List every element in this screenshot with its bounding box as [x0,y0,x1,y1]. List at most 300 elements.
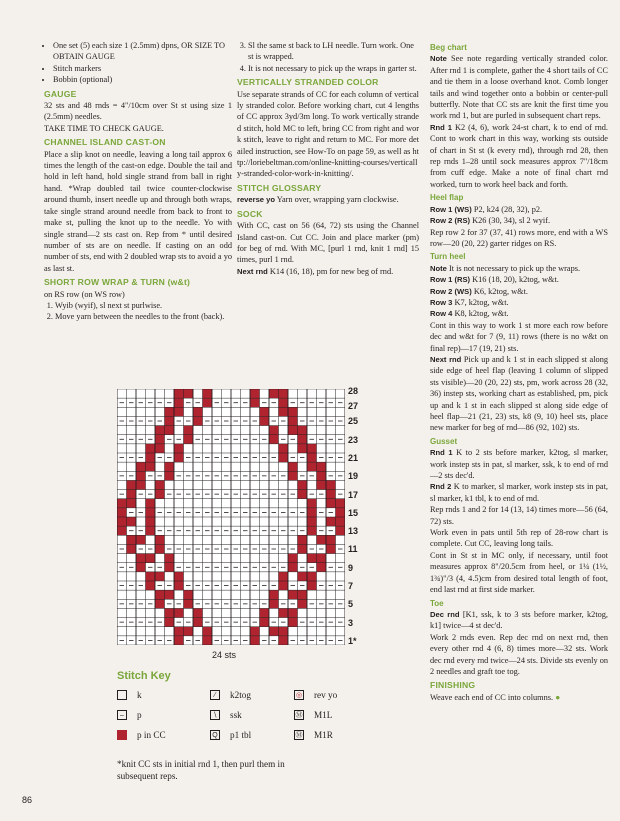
chart-cell [155,627,165,636]
chart-cell [203,517,213,526]
chart-cell [288,389,298,398]
list-item: 3. Sl the same st back to LH needle. Turn work. One st is wrapped. [248,40,419,63]
chart-cell [336,517,346,526]
chart-cell [136,462,146,471]
chart-cell [146,480,156,489]
turnheel-cont: Cont in this way to work 1 st more each row before dec and w&t for 7 (9, 11) rows (there is no w&t on final rep)—17 (19, 21) sts. [430,320,608,353]
chart-cell [184,462,194,471]
key-label: ssk [230,710,242,720]
chart-cell [212,480,222,489]
chart-cell [174,453,184,462]
chart-cell [155,590,165,599]
chart-cell [231,462,241,471]
chart-cell [117,426,127,435]
row-label: Row 1 (RS) [430,275,471,285]
chart-cell [260,462,270,471]
key-label: M1R [314,730,333,740]
chart-cell [117,517,127,526]
chart-cell [155,544,165,553]
chart-cell [260,535,270,544]
chart-cell [298,426,308,435]
chart-cell [326,590,336,599]
channel-text: Place a slip knot on needle, leaving a long tail approx 6 times the length of the cast-on edge. Double the tail and hold in left hand, hold single strand from ball in right hand. *Wrap doubled tail twice counter-clockwise around thumb, insert needle up and through both wraps, take single strand around needle from back to front to make st, pulling the knot up to the needle. Yo with single strand—2 sts cast on. Rep from * until desired number of sts are on needle. If casting on an odd number of sts, end with 2 doubled wrap sts to avoid a yo as last st. [44,149,232,273]
rnd-label: Rnd 1 [430,122,453,132]
list-item: 1. Wyib (wyif), sl next st purlwise. [55,300,232,311]
chart-cell [136,563,146,572]
chart-cell [127,627,137,636]
chart-cell [165,471,175,480]
chart-row-number: 13 [348,526,359,537]
turnheel-heading: Turn heel [430,252,466,262]
chart-cell [212,499,222,508]
chart-cell [127,590,137,599]
chart-cell [269,426,279,435]
chart-cell [317,572,327,581]
chart-cell [269,407,279,416]
key-label: p in CC [137,730,166,740]
chart-cell [260,554,270,563]
chart-cell [317,444,327,453]
chart-cell [317,407,327,416]
chart-cell [117,526,127,535]
chart-cell [288,608,298,617]
chart-cell [184,444,194,453]
chart-cell [127,462,137,471]
toe-heading: Toe [430,598,444,608]
chart-cell [155,554,165,563]
chart-row-number: 28 [348,386,359,396]
chart-cell [279,480,289,489]
chart-cell [212,389,222,398]
begchart-heading: Beg chart [430,43,467,52]
key-item-ssk [210,710,242,720]
chart-cell [336,389,346,398]
chart-cell [231,444,241,453]
chart-cell [260,426,270,435]
chart-cell [127,480,137,489]
heelflap-heading: Heel flap [430,193,464,203]
chart-cell [136,444,146,453]
chart-cell [222,608,232,617]
chart-cell [250,398,260,407]
chart-cell [298,499,308,508]
chart-cell [279,444,289,453]
knit-symbol-icon [117,690,127,700]
turnheel-note [430,263,608,274]
row-text: K26 (30, 34), sl 2 wyif. [472,216,551,226]
chart-cell [136,389,146,398]
chart-cell [241,407,251,416]
chart-cell [146,627,156,636]
chart-cell [146,508,156,517]
chart-cell [174,590,184,599]
chart-cell [117,572,127,581]
chart-cell [212,572,222,581]
chart-cell [184,599,194,608]
chart-cell [269,499,279,508]
chart-cell [279,426,289,435]
chart-cell [231,389,241,398]
heelflap-row2 [430,215,608,226]
chart-cell [260,608,270,617]
chart-cell [155,517,165,526]
chart-cell [260,407,270,416]
chart-cell [222,462,232,471]
chart-cell [155,389,165,398]
chart-cell [307,517,317,526]
m1l-symbol-icon: Ⓜ [295,712,303,719]
chart-cell [279,535,289,544]
chart-cell [250,407,260,416]
chart-cell [307,426,317,435]
chart-cell [317,462,327,471]
glossary-text: Yarn over, wrapping yarn clockwise. [276,195,399,205]
key-item-rev-yo [294,690,337,700]
chart-cell [222,444,232,453]
chart-cell [184,407,194,416]
chart-cell [136,480,146,489]
purl-cc-symbol-icon [117,730,127,740]
chart-cell [193,517,203,526]
chart-cell [155,462,165,471]
column-right [430,40,608,703]
chart-cell [146,572,156,581]
chart-cell [260,389,270,398]
chart-cell [193,416,203,425]
chart-cell [193,407,203,416]
chart-cell [127,444,137,453]
chart-cell [260,618,270,627]
chart-cell [165,416,175,425]
chart-cell [136,535,146,544]
chart-cell [336,499,346,508]
purl-symbol-icon: – [117,710,127,720]
chart-cell [174,407,184,416]
chart-cell [241,535,251,544]
chart-cell [269,608,279,617]
chart-cell [260,590,270,599]
p1-tbl-symbol-icon: Q [210,730,220,740]
gusset-even: Work even in pats until 5th rep of 28-row chart is complete. Cut CC, leaving long tails. [430,528,608,549]
chart-cell [288,554,298,563]
shortrow-steps [44,300,232,323]
key-label: k [137,690,142,700]
knitting-chart [117,389,345,645]
shortrow-intro: on RS row (on WS row) [44,289,125,299]
chart-cell [136,590,146,599]
gusset-rnd1 [430,447,608,481]
chart-cell [231,535,241,544]
chart-cell [184,389,194,398]
chart-cell [203,407,213,416]
row-text: K8, k2tog, w&t. [454,309,509,319]
chart-cell [269,554,279,563]
gusset-rnd2 [430,481,608,504]
chart-cell [165,517,175,526]
chart-cell [250,554,260,563]
row-label: Row 3 [430,297,453,307]
chart-stitch-count: 24 sts [212,650,237,660]
chart-cell [174,636,184,645]
chart-cell [269,389,279,398]
chart-cell [193,535,203,544]
chart-cell [241,627,251,636]
chart-cell [212,590,222,599]
chart-cell [165,590,175,599]
chart-cell [288,563,298,572]
note-label: Note [430,54,447,64]
sock-text: With CC, cast on 56 (64, 72) sts using the Channel Island cast-on. Cut CC. Join and place marker (pm) for beg of rnd. With MC, [purl 1 rnd, knit 1 rnd] 15 times, purl 1 rnd. [237,221,419,265]
chart-cell [241,444,251,453]
chart-cell [250,462,260,471]
chart-cell [127,499,137,508]
chart-cell [241,517,251,526]
channel-heading: CHANNEL ISLAND CAST-ON [44,137,166,148]
row-label: Row 2 (RS) [430,216,471,226]
chart-cell [184,517,194,526]
chart-cell [193,590,203,599]
glossary-heading: STITCH GLOSSARY [237,182,322,193]
chart-cell [136,517,146,526]
chart-cell [222,535,232,544]
list-item: • One set (5) each size 1 (2.5mm) dpns, OR SIZE TO OBTAIN GAUGE [53,40,232,63]
rnd-text: K to 2 sts before marker, k2tog, sl marker, work instep sts in pat, sl marker, ssk, k to end of rnd—2 sts dec'd. [430,448,608,481]
gauge-note: TAKE TIME TO CHECK GAUGE. [44,123,164,133]
chart-cell [212,517,222,526]
chart-cell [184,499,194,508]
chart-cell [146,590,156,599]
end-dot-icon: ● [555,692,561,702]
chart-cell [222,389,232,398]
chart-cell [279,407,289,416]
gusset-rep: Rep rnds 1 and 2 for 14 (13, 14) times more—56 (64, 72) sts. [430,505,608,526]
chart-cell [317,608,327,617]
materials-list [44,40,232,86]
chart-cell [326,535,336,544]
chart-cell [317,389,327,398]
chart-cell [193,426,203,435]
chart-cell [336,590,346,599]
chart-cell [298,444,308,453]
chart-cell [127,608,137,617]
chart-cell [155,480,165,489]
chart-cell [336,535,346,544]
key-item-p1tbl [210,730,251,740]
chart-cell [136,426,146,435]
chart-cell [336,480,346,489]
chart-cell [307,572,317,581]
rnd-label: Next rnd [430,354,462,364]
chart-cell [250,608,260,617]
list-item: 4. It is not necessary to pick up the wraps in garter st. [248,63,419,74]
chart-cell [174,627,184,636]
chart-cell [165,462,175,471]
gusset-cont: Cont in St st in MC only, if necessary, until foot measures approx 8"/20.5cm from heel, or 1¼ (1½, 1¾)"/3 (4, 4.5)cm from desired total length of foot, end last rnd at first side marker. [430,550,608,595]
chart-cell [288,517,298,526]
chart-cell [317,426,327,435]
chart-row-number: 3 [348,617,354,628]
chart-row-number: 23 [348,434,359,445]
chart-cell [203,462,213,471]
chart-cell [193,618,203,627]
chart-cell [212,407,222,416]
chart-cell [279,590,289,599]
chart-cell [231,407,241,416]
chart-cell [231,499,241,508]
sock-next-text: K14 (16, 18), pm for new beg of rnd. [269,266,394,276]
chart-cell [298,590,308,599]
chart-cell [241,608,251,617]
chart-cell [279,636,289,645]
chart-cell [288,535,298,544]
chart-cell [146,389,156,398]
chart-cell [326,499,336,508]
chart-cell [222,426,232,435]
key-item-k2tog [210,690,251,700]
chart-cell [336,554,346,563]
chart-cell [165,554,175,563]
chart-cell [317,480,327,489]
chart-cell [117,499,127,508]
row-label: Row 4 [430,309,453,319]
chart-cell [298,407,308,416]
key-item-p-cc [117,730,166,740]
chart-cell [136,554,146,563]
chart-cell [155,444,165,453]
chart-cell [307,499,317,508]
chart-cell [288,426,298,435]
chart-cell [174,499,184,508]
chart-cell [269,599,279,608]
row-text: K16 (18, 20), k2tog, w&t. [472,275,559,285]
chart-row-number: 15 [348,507,359,518]
chart-cell [146,462,156,471]
chart-cell [136,407,146,416]
chart-cell [212,426,222,435]
chart-cell [279,389,289,398]
chart-cell [326,544,336,553]
chart-cell [117,590,127,599]
chart-cell [260,416,270,425]
chart-cell [269,590,279,599]
chart-cell [165,389,175,398]
chart-cell [317,554,327,563]
chart-cell [336,462,346,471]
chart-cell [336,508,346,517]
chart-cell [146,608,156,617]
chart-cell [155,435,165,444]
chart-cell [279,499,289,508]
m1r-symbol-icon: Ⓜ [295,732,303,739]
chart-cell [127,426,137,435]
chart-cell [127,535,137,544]
chart-cell [307,554,317,563]
chart-cell [165,444,175,453]
chart-cell [117,508,127,517]
chart-cell [117,535,127,544]
chart-cell [250,627,260,636]
chart-cell [127,572,137,581]
key-item-m1l [294,710,332,720]
chart-cell [193,444,203,453]
chart-cell [298,608,308,617]
turnheel-row [430,308,608,319]
chart-cell [317,590,327,599]
chart-cell [250,426,260,435]
key-item-k [117,690,142,700]
chart-row-number: 21 [348,453,359,463]
chart-cell [279,398,289,407]
chart-cell [222,499,232,508]
chart-cell [127,517,137,526]
chart-cell [184,426,194,435]
chart-cell [336,572,346,581]
chart-cell [155,426,165,435]
chart-cell [165,627,175,636]
chart-cell [155,572,165,581]
chart-cell [241,389,251,398]
chart-cell [165,535,175,544]
chart-cell [279,608,289,617]
chart-cell [193,499,203,508]
chart-cell [203,554,213,563]
chart-cell [288,407,298,416]
chart-cell [165,407,175,416]
heelflap-row1 [430,204,608,215]
shortrow-steps-cont [237,40,419,74]
chart-cell [260,499,270,508]
chart-row-number: 27 [348,401,359,412]
row-text: P2, k24 (28, 32), p2. [473,204,543,214]
chart-cell [307,389,317,398]
chart-cell [260,627,270,636]
chart-cell [298,599,308,608]
chart-cell [222,554,232,563]
chart-cell [117,627,127,636]
rnd-text: K to marker, sl marker, work instep sts in pat, sl marker, k1 tbl, k to end of rnd. [430,482,608,503]
chart-cell [231,590,241,599]
chart-cell [222,517,232,526]
chart-cell [203,426,213,435]
chart-cell [279,581,289,590]
chart-cell [231,517,241,526]
chart-cell [260,444,270,453]
chart-row-number: 9 [348,562,354,573]
chart-cell [212,608,222,617]
chart-cell [307,608,317,617]
chart-cell [155,535,165,544]
chart-cell [203,389,213,398]
chart-cell [307,508,317,517]
chart-cell [241,499,251,508]
chart-cell [146,453,156,462]
chart-cell [184,554,194,563]
chart-cell [336,407,346,416]
chart-cell [222,572,232,581]
chart-cell [250,499,260,508]
chart-cell [193,554,203,563]
chart-cell [241,590,251,599]
chart-cell [326,407,336,416]
chart-row-number: 7 [348,581,354,591]
list-item: • Bobbin (optional) [53,74,232,85]
chart-cell [326,462,336,471]
chart-cell [279,572,289,581]
chart-cell [288,590,298,599]
chart-cell [146,407,156,416]
chart-cell [336,526,346,535]
list-item: 2. Move yarn between the needles to the front (back). [55,311,232,322]
